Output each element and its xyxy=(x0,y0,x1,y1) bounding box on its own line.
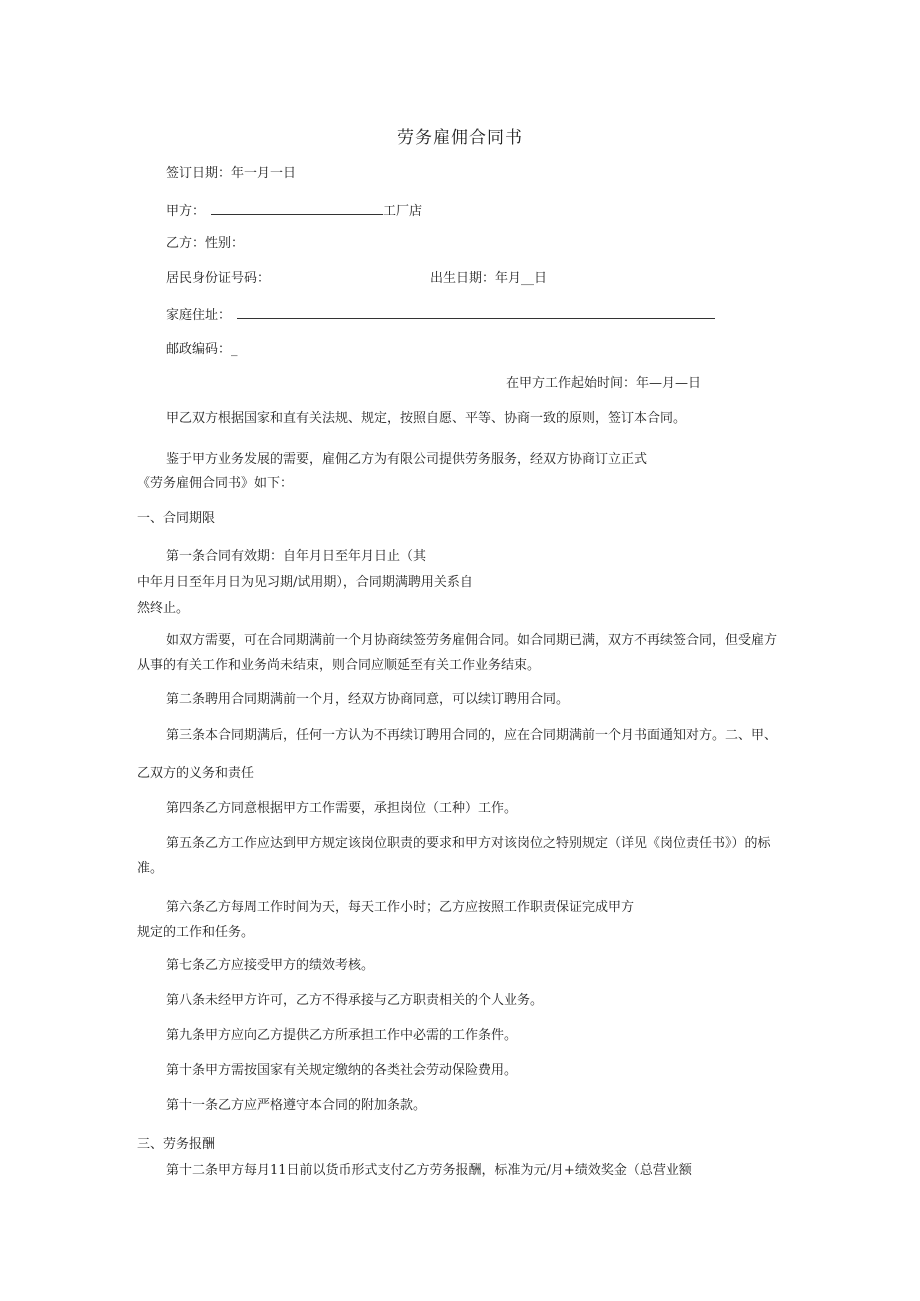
article-1-line-3: 然终止。 xyxy=(137,601,190,616)
address-blank xyxy=(237,306,715,319)
birth-date: 出生日期：年月__日 xyxy=(430,271,548,286)
article-12: 第十二条甲方每月11日前以货币形式支付乙方劳务报酬，标准为元/月+绩效奖金（总营业额 xyxy=(166,1163,692,1178)
postcode: 邮政编码：_ xyxy=(166,342,238,357)
intro-paragraph-2-line-2: 《劳务雇佣合同书》如下： xyxy=(137,476,294,491)
article-6-line-2: 规定的工作和任务。 xyxy=(137,925,255,940)
address-line xyxy=(166,306,715,324)
article-10: 第十条甲方需按国家有关规定缴纳的各类社会劳动保险费用。 xyxy=(166,1063,518,1078)
article-4: 第四条乙方同意根据甲方工作需要，承担岗位（工种）工作。 xyxy=(166,801,518,816)
article-9: 第九条甲方应向乙方提供乙方所承担工作中必需的工作条件。 xyxy=(166,1028,518,1043)
renewal-line-1: 如双方需要，可在合同期满前一个月协商续签劳务雇佣合同。如合同期已满，双方不再续签合同，但受雇方 xyxy=(166,633,778,648)
article-6-line-1: 第六条乙方每周工作时间为天，每天工作小时；乙方应按照工作职责保证完成甲方 xyxy=(166,900,635,915)
article-11: 第十一条乙方应严格遵守本合同的附加条款。 xyxy=(166,1098,427,1113)
intro-paragraph-2-line-1: 鉴于甲方业务发展的需要，雇佣乙方为有限公司提供劳务服务，经双方协商订立正式 xyxy=(166,452,648,467)
sign-date: 签订日期：年一月一日 xyxy=(166,166,297,181)
section-heading-3: 三、劳务报酬 xyxy=(137,1137,216,1152)
party-a-label: 甲方： xyxy=(166,204,206,219)
article-1-line-2: 中年月日至年月日为见习期/试用期），合同期满聘用关系自 xyxy=(137,575,473,590)
document-title: 劳务雇佣合同书 xyxy=(397,128,523,148)
article-5-line-1: 第五条乙方工作应达到甲方规定该岗位职责的要求和甲方对该岗位之特别规定（详见《岗位责任书》）的标 xyxy=(166,836,771,851)
article-7: 第七条乙方应接受甲方的绩效考核。 xyxy=(166,958,375,973)
article-1-line-1: 第一条合同有效期：自年月日至年月日止（其 xyxy=(166,549,427,564)
intro-paragraph-1: 甲乙双方根据国家和直有关法规、规定，按照自愿、平等、协商一致的原则，签订本合同。 xyxy=(166,411,687,426)
address-label: 家庭住址： xyxy=(166,308,232,323)
start-time: 在甲方工作起始时间：年—月—日 xyxy=(506,376,702,391)
party-a-blank xyxy=(211,202,383,215)
article-2: 第二条聘用合同期满前一个月，经双方协商同意，可以续订聘用合同。 xyxy=(166,692,570,707)
id-number-label: 居民身份证号码： xyxy=(166,271,271,286)
article-5-line-2: 准。 xyxy=(137,861,164,876)
party-b: 乙方：性别： xyxy=(166,236,245,251)
party-a-suffix: 工厂店 xyxy=(383,204,423,219)
article-3-line-1: 第三条本合同期满后，任何一方认为不再续订聘用合同的，应在合同期满前一个月书面通知对方。二、甲、 xyxy=(166,728,778,743)
renewal-line-2: 从事的有关工作和业务尚未结束，则合同应顺延至有关工作业务结束。 xyxy=(137,658,541,673)
article-8: 第八条未经甲方许可，乙方不得承接与乙方职责相关的个人业务。 xyxy=(166,993,544,1008)
article-3-line-2: 乙双方的义务和责任 xyxy=(137,766,255,781)
section-heading-1: 一、合同期限 xyxy=(137,511,216,526)
party-a-line xyxy=(166,202,422,220)
